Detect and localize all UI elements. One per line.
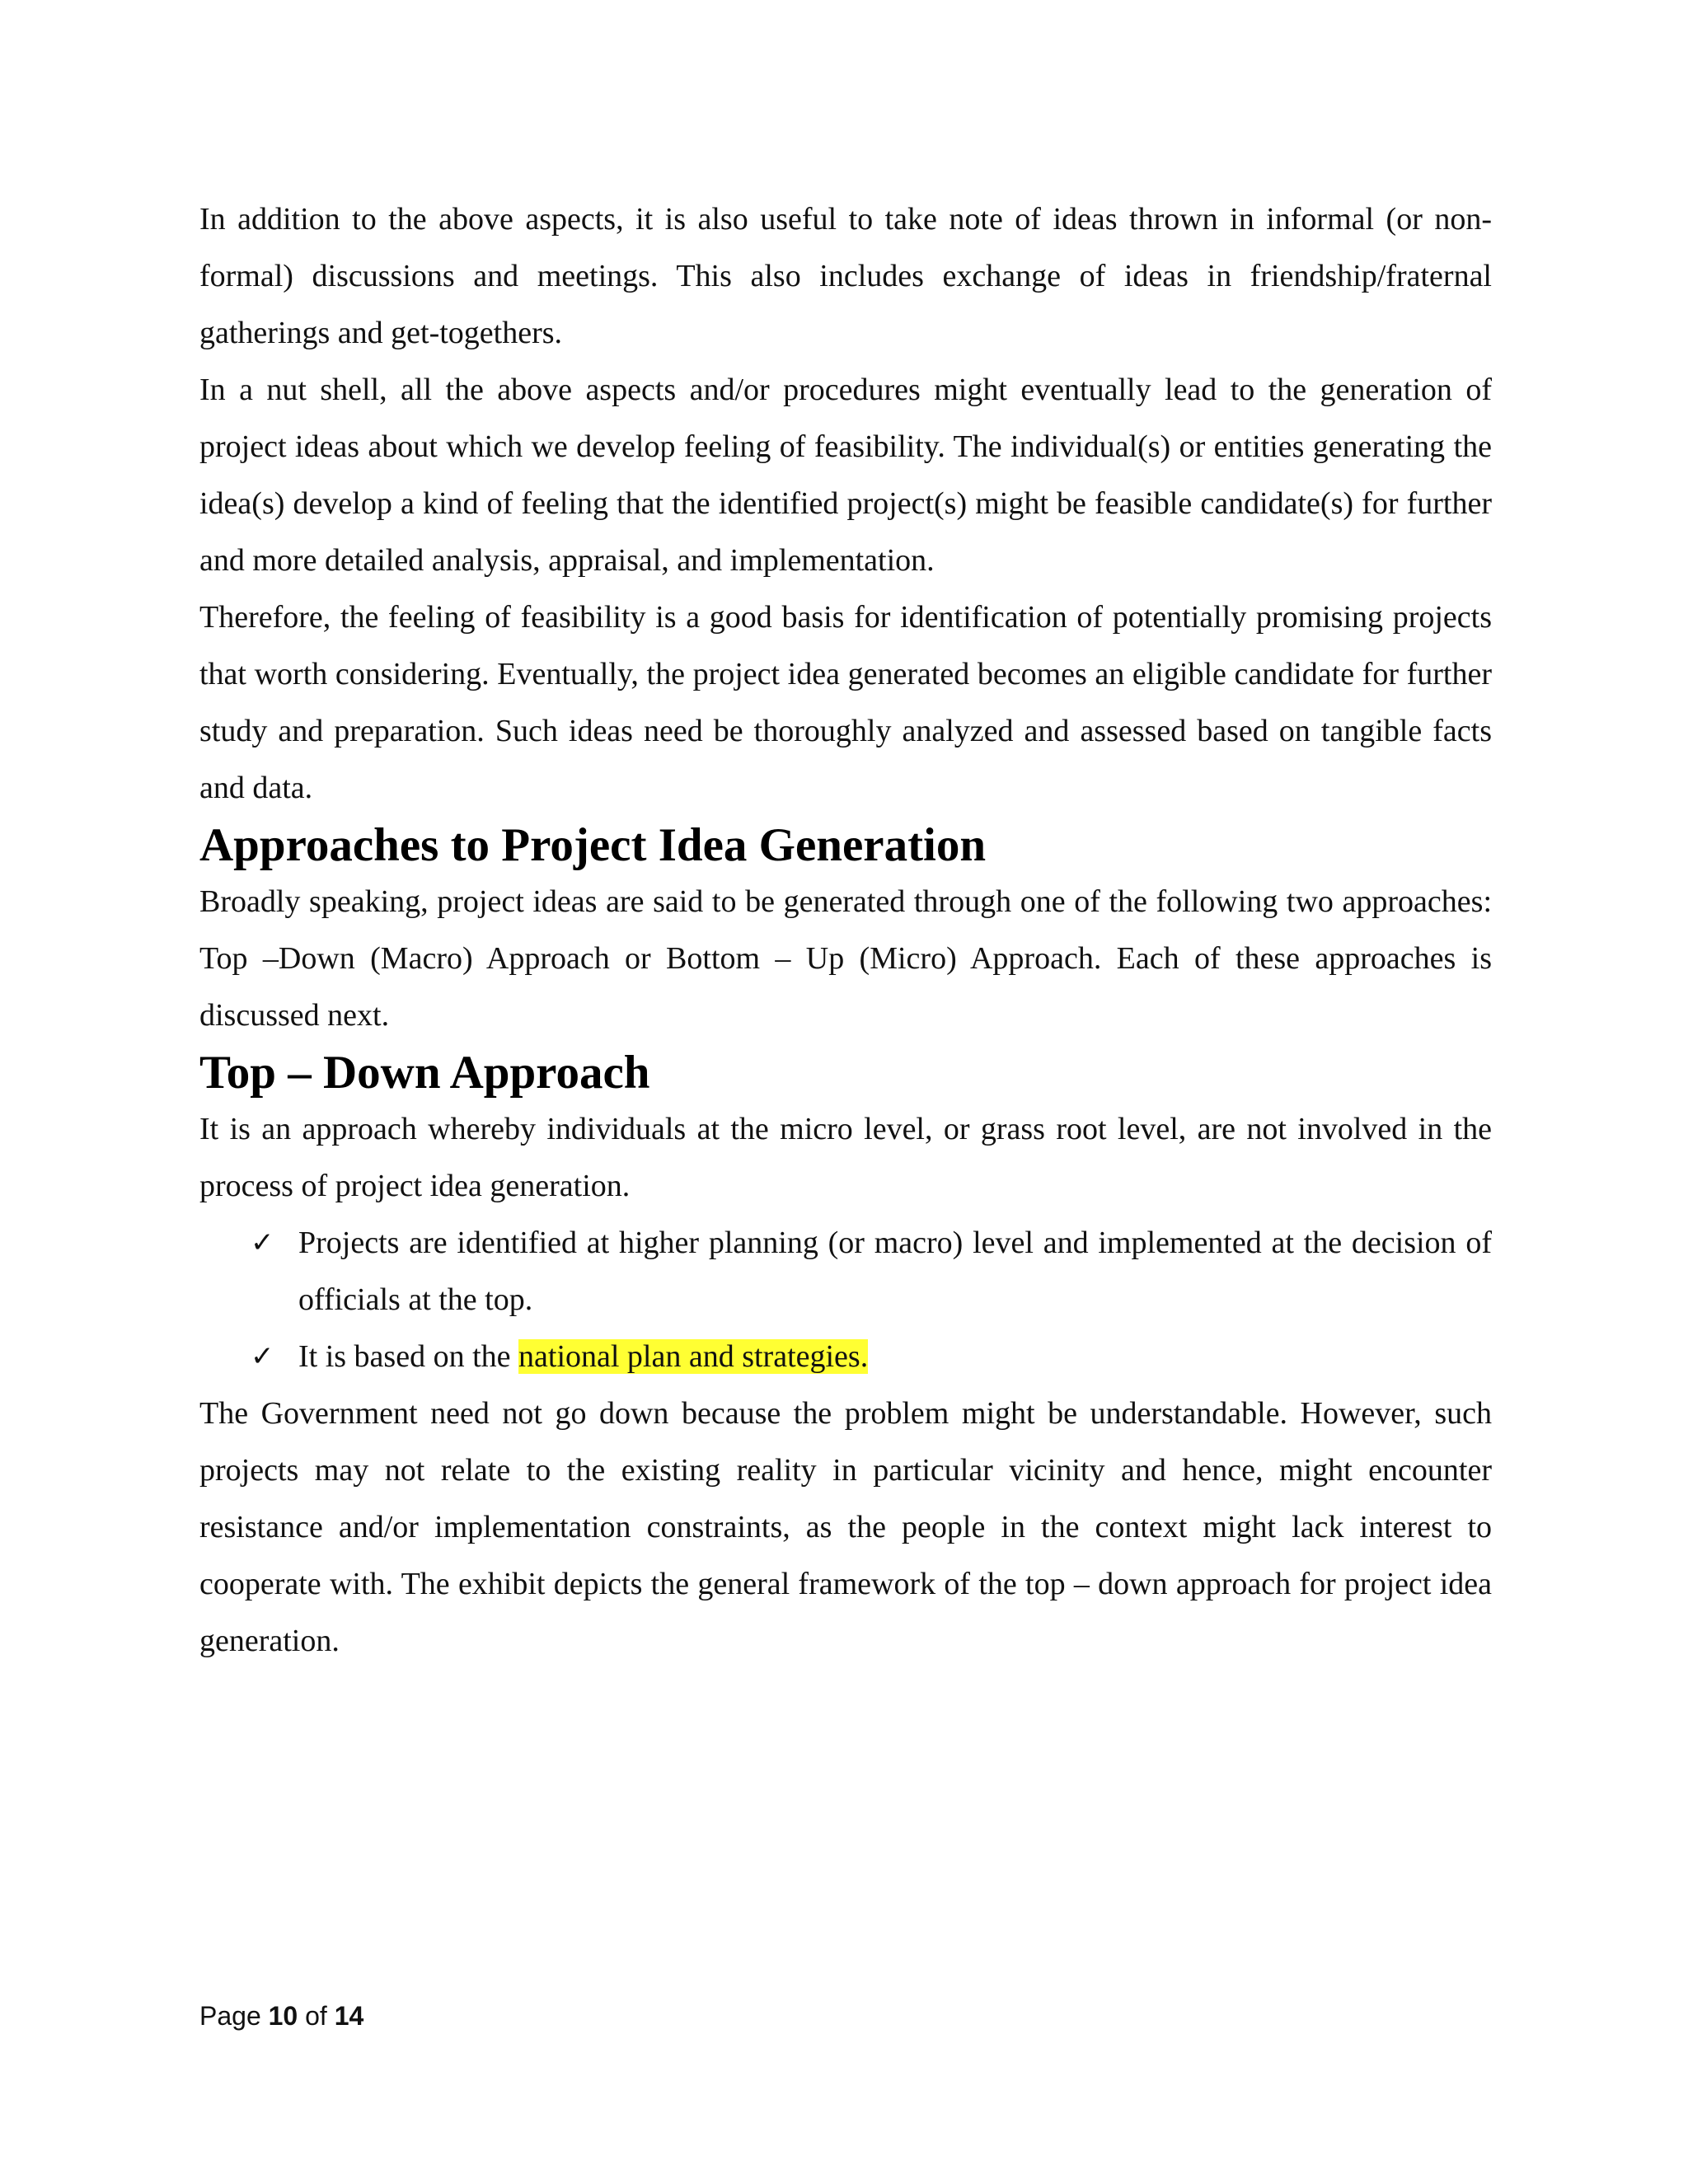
highlighted-text: national plan and strategies. xyxy=(518,1339,869,1374)
bullet-list xyxy=(199,1215,1492,1385)
paragraph-top-down-intro: It is an approach whereby individuals at the micro level, or grass root level, are not involved in the process of project idea generation. xyxy=(199,1112,1492,1203)
footer-page-total: 14 xyxy=(334,2001,364,2031)
paragraph-feeling-of-feasibility: Therefore, the feeling of feasibility is a good basis for identification of potentially promising projects that worth considering. Eventually, the project idea generated becomes an eligible candidate for further study and preparation. Such ideas need be thoroughly analyzed and assessed based on tangible facts and data. xyxy=(199,600,1492,805)
checkmark-icon: ✓ xyxy=(251,1226,274,1259)
bullet-text: It is based on the xyxy=(298,1339,519,1374)
page-body xyxy=(199,191,1492,1670)
footer-page-current: 10 xyxy=(268,2001,298,2031)
page-footer xyxy=(199,2001,363,2032)
footer-page-word: Page xyxy=(199,2001,269,2031)
bullet-item xyxy=(199,1215,1492,1329)
paragraph-government-closing: The Government need not go down because the problem might be understandable. However, such projects may not relate to the existing reality in particular vicinity and hence, might encounter resistance and/or implementation constraints, as the people in the context might lack interest to cooperate with. The exhibit depicts the general framework of the top – down approach for project idea generation. xyxy=(199,1396,1492,1658)
footer-of-word: of xyxy=(298,2001,335,2031)
checkmark-icon: ✓ xyxy=(251,1340,274,1373)
bullet-text: Projects are identified at higher planning (or macro) level and implemented at the decision of officials at the top. xyxy=(298,1226,1492,1317)
paragraph-informal-discussions: In addition to the above aspects, it is also useful to take note of ideas thrown in informal (or non-formal) discussions and meetings. This also includes exchange of ideas in friendship/fraternal gatherings and get-togethers. xyxy=(199,202,1492,350)
bullet-item xyxy=(199,1329,1492,1385)
paragraph-nut-shell: In a nut shell, all the above aspects and/or procedures might eventually lead to the generation of project ideas about which we develop feeling of feasibility. The individual(s) or entities generating the idea(s) develop a kind of feeling that the identified project(s) might be feasible candidate(s) for further and more detailed analysis, appraisal, and implementation. xyxy=(199,373,1492,578)
heading-approaches: Approaches to Project Idea Generation xyxy=(199,819,987,871)
paragraph-approaches: Broadly speaking, project ideas are said to be generated through one of the following two approaches: Top –Down (Macro) Approach or Bottom – Up (Micro) Approach. Each of these approaches is discussed next. xyxy=(199,884,1492,1033)
heading-top-down: Top – Down Approach xyxy=(199,1047,650,1099)
